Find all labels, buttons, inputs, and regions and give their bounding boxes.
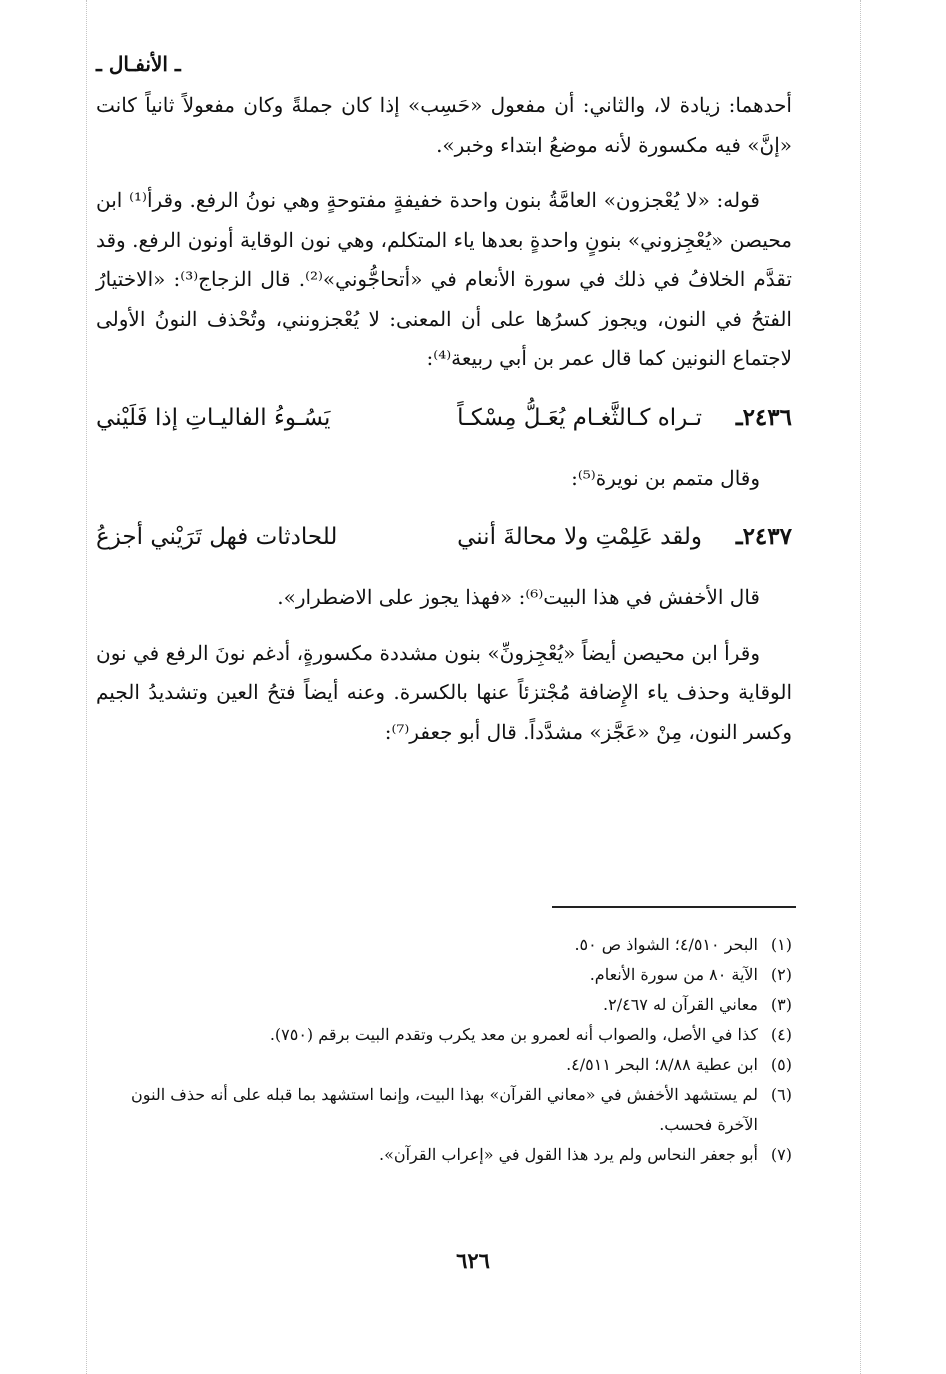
page-number: ٦٢٦: [456, 1248, 490, 1273]
paragraph-1: أحدهما: زيادة لا، والثاني: أن مفعول «حَسِب» إذا كان جملةً وكان مفعولاً ثانياً كانت «إنَّ» فيه مكسورة لأنه موضعُ ابتداء وخبر».: [96, 93, 792, 157]
footnote-number: (٢): [770, 965, 792, 984]
footnote-number: (٦): [770, 1085, 792, 1104]
footnote-2: [96, 960, 792, 990]
footnote-4: [96, 1020, 792, 1050]
paragraph-4: قال الأخفش في هذا البيت⁽⁶⁾: «فهذا يجوز على الاضطرار».: [277, 585, 760, 609]
verse-number: ٢٤٣٧ـ: [735, 523, 792, 550]
verse-number: ٢٤٣٦ـ: [735, 403, 792, 431]
footnote-7: [96, 1140, 792, 1170]
margin-guide-left: [86, 0, 87, 1374]
running-header: [96, 52, 196, 76]
verse-second-hemistich: للحادثات فهل تَرَيْني أجزعُ: [96, 524, 338, 550]
footnote-number: (٤): [770, 1025, 792, 1044]
verse-second-hemistich: يَسُـوءُ الفاليـاتِ إذا فَلَيْني: [96, 404, 331, 431]
footnote-number: (٧): [770, 1145, 792, 1164]
verse-first-hemistich: تـراه كـالثَّغـام يُعَـلُّ مِسْكـاً: [457, 404, 702, 431]
footnote-3: [96, 990, 792, 1020]
footnote-text: ابن عطية ٨/٨٨؛ البحر ٤/٥١١.: [566, 1055, 758, 1074]
footnote-text: لم يستشهد الأخفش في «معاني القرآن» بهذا البيت، وإنما استشهد بما قبله على أنه حذف النون الآخرة فحسب.: [131, 1085, 758, 1134]
verse-first-hemistich: ولقد عَلِمْتِ ولا محالةَ أنني: [457, 524, 702, 550]
footnotes: [96, 930, 792, 1170]
paragraph-5: وقرأ ابن محيصن أيضاً «يُعْجِزونِّ» بنون مشددة مكسورةٍ، أدغم نونَ الرفع في نون الوقاية وحذف ياء الإِضافة مُجْتزئاً عنها بالكسرة. وعنه أيضاً فتحُ العين وتشديدُ الجيم وكسر النون، مِنْ «عَجَّز» مشدَّداً. قال أبو جعفر⁽⁷⁾:: [96, 640, 792, 744]
footnote-number: (٣): [770, 995, 792, 1014]
footnote-text: أبو جعفر النحاس ولم يرد هذا القول في «إعراب القرآن».: [378, 1145, 758, 1164]
paragraph-3: وقال متمم بن نويرة⁽⁵⁾:: [571, 465, 760, 490]
footnote-5: [96, 1050, 792, 1080]
main-text: [96, 86, 792, 752]
footnote-text: كذا في الأصل، والصواب أنه لعمرو بن معد يكرب وتقدم البيت برقم (٧٥٠).: [269, 1025, 758, 1044]
footnote-6: [96, 1080, 792, 1140]
footnote-1: [96, 930, 792, 960]
running-title: ـ الأنفـال ـ: [96, 52, 181, 76]
verse-2436: [96, 393, 792, 443]
margin-guide-right: [860, 0, 861, 1374]
footnote-text: البحر ٤/٥١٠؛ الشواذ ص ٥٠.: [574, 935, 758, 954]
verse-2437: [96, 512, 792, 562]
footnote-text: الآية ٨٠ من سورة الأنعام.: [589, 965, 758, 984]
footnote-number: (٥): [770, 1055, 792, 1074]
footnote-separator: [552, 906, 796, 908]
footnote-number: (١): [770, 935, 792, 954]
paragraph-2: قوله: «لا يُعْجزون» العامَّةُ بنون واحدة خفيفةٍ مفتوحةٍ وهي نونُ الرفع. وقرأ⁽¹⁾ ابن محيصن «يُعْجِزوني» بنونٍ واحدةٍ بعدها ياء المتكلم، وهي نون الوقاية أونون الرفع. وقد تقدَّم الخلافُ في ذلك في سورة الأنعام في «أتحاجُّوني»⁽²⁾. قال الزجاج⁽³⁾: «الاختيارُ الفتحُ في النون، ويجوز كسرُها على أن المعنى: لا يُعْجزونني، وتُحْذف النونُ الأولى لاجتماع النونين كما قال عمر بن أبي ربيعة⁽⁴⁾:: [96, 188, 792, 370]
footnote-text: معاني القرآن له ٢/٤٦٧.: [603, 995, 758, 1014]
